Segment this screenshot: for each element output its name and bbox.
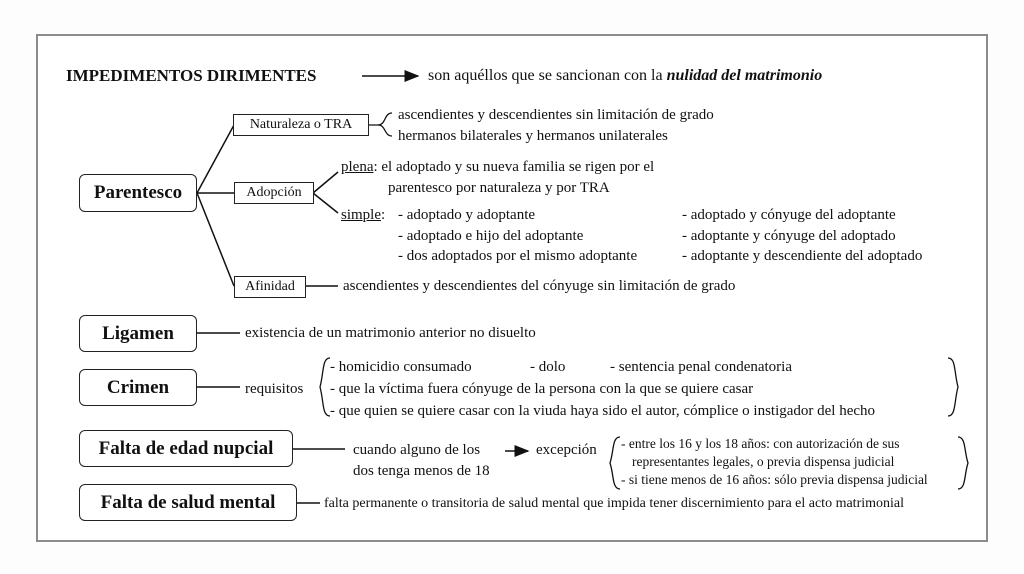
plena-text: : el adoptado y su nueva familia se rigen por el [373,159,655,175]
ligamen-text: existencia de un matrimonio anterior no disuelto [245,325,536,341]
diagram-title: IMPEDIMENTOS DIRIMENTES [66,66,317,85]
afinidad-box: Afinidad [234,276,306,298]
plena-line-1 [341,158,654,176]
crimen-requisitos: requisitos [245,381,304,397]
definition-emphasis: nulidad del matrimonio [666,67,823,84]
plena-line-2: parentesco por naturaleza y por TRA [388,180,610,196]
edad-box: Falta de edad nupcial [79,430,293,467]
simple-left-2: - adoptado e hijo del adoptante [398,228,584,244]
naturaleza-line-2: hermanos bilaterales y hermanos unilaterales [398,128,668,144]
plena-label: plena [341,159,374,175]
salud-text: falta permanente o transitoria de salud mental que impida tener discernimiento para el acto matrimonial [324,496,905,511]
ligamen-box: Ligamen [79,315,197,352]
simple-left-3: - dos adoptados por el mismo adoptante [398,248,638,264]
naturaleza-box: Naturaleza o TRA [233,114,369,136]
edad-excepcion: excepción [536,442,597,458]
naturaleza-line-1: ascendientes y descendientes sin limitación de grado [398,107,714,123]
simple-right-1: - adoptado y cónyuge del adoptante [682,207,896,223]
edad-text-2: dos tenga menos de 18 [353,463,490,479]
crimen-dolo: - dolo [530,359,566,375]
afinidad-text: ascendientes y descendientes del cónyuge sin limitación de grado [343,278,736,294]
simple-label: simple [341,207,381,223]
crimen-line-2: - que la víctima fuera cónyuge de la persona con la que se quiere casar [330,381,754,397]
crimen-box: Crimen [79,369,197,406]
simple-right-3: - adoptante y descendiente del adoptado [682,248,923,264]
salud-box: Falta de salud mental [79,484,297,521]
definition-prefix: son aquéllos que se sancionan con la [428,67,663,84]
crimen-line-3: - que quien se quiere casar con la viuda haya sido el autor, cómplice o instigador del hecho [330,403,876,419]
simple-left-1: - adoptado y adoptante [398,207,536,223]
simple-label-row: simple: [341,207,386,223]
adopcion-box: Adopción [234,182,314,204]
crimen-homicidio: - homicidio consumado [330,359,472,375]
excepcion-line-3: - si tiene menos de 16 años: sólo previa dispensa judicial [621,472,928,487]
edad-text-1: cuando alguno de los [353,442,481,458]
crimen-sentencia: - sentencia penal condenatoria [610,359,792,375]
simple-right-2: - adoptante y cónyuge del adoptado [682,228,896,244]
excepcion-line-2: representantes legales, o previa dispensa judicial [632,454,895,469]
excepcion-line-1: - entre los 16 y los 18 años: con autorización de sus [621,436,900,451]
parentesco-box: Parentesco [79,174,197,212]
definition-text [428,67,822,85]
